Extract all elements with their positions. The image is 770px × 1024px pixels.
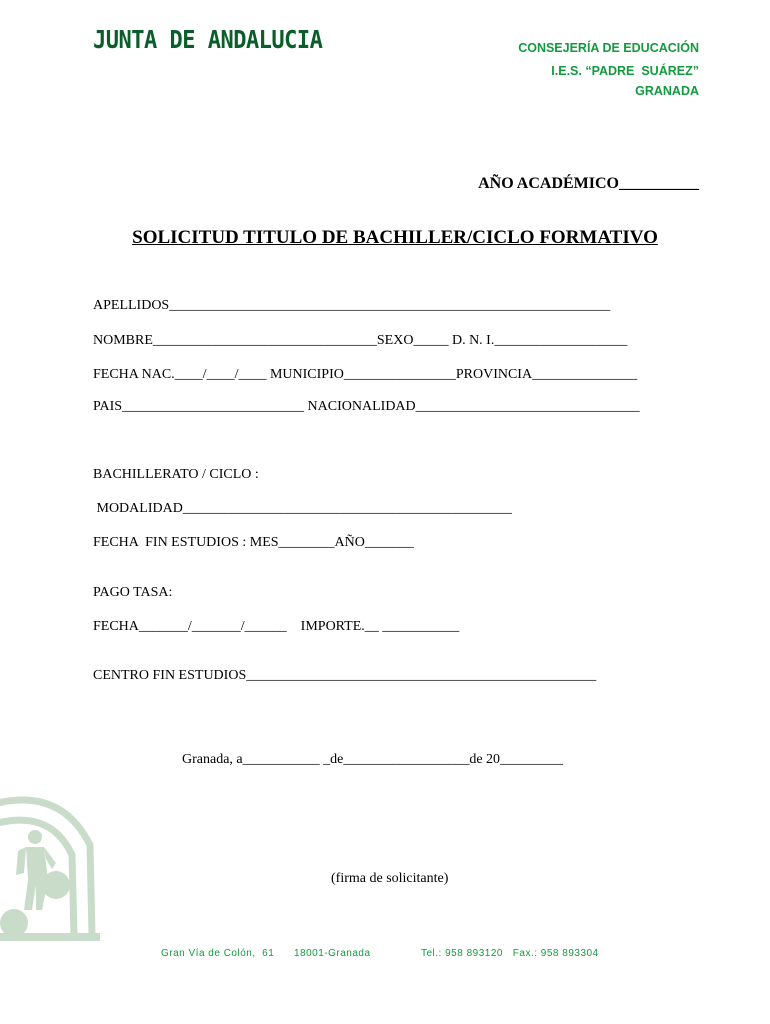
andalucia-emblem-icon — [0, 785, 100, 945]
fecha-fin-field[interactable]: FECHA FIN ESTUDIOS : MES________AÑO_______ — [93, 535, 414, 550]
date-place-line[interactable]: Granada, a___________ _de__________________de 20_________ — [182, 752, 564, 767]
pais-field[interactable]: PAIS__________________________ NACIONALIDAD________________________________ — [93, 399, 640, 414]
fecha-nac-field[interactable]: FECHA NAC.____/____/____ MUNICIPIO________________PROVINCIA_______________ — [93, 367, 638, 382]
consejeria-label: CONSEJERÍA DE EDUCACIÓN — [518, 41, 699, 55]
footer-phone-fax: Tel.: 958 893120 Fax.: 958 893304 — [421, 948, 599, 959]
academic-year: AÑO ACADÉMICO__________ — [478, 175, 699, 192]
city-name: GRANADA — [635, 84, 699, 98]
school-name: I.E.S. “PADRE SUÁREZ” — [551, 64, 699, 78]
centro-field[interactable]: CENTRO FIN ESTUDIOS__________________________________________________ — [93, 668, 597, 683]
bachillerato-label: BACHILLERATO / CICLO : — [93, 467, 259, 482]
modalidad-field[interactable]: MODALIDAD_______________________________________________ — [93, 501, 512, 516]
signature-label: (firma de solicitante) — [331, 871, 449, 886]
form-title: SOLICITUD TITULO DE BACHILLER/CICLO FORMATIVO — [132, 227, 658, 248]
junta-logo-text: JUNTA DE ANDALUCIA — [93, 26, 323, 55]
nombre-field[interactable]: NOMBRE________________________________SEXO_____ D. N. I.___________________ — [93, 333, 628, 348]
footer-address: Gran Vía de Colón, 61 — [161, 948, 275, 959]
apellidos-field[interactable]: APELLIDOS_______________________________________________________________ — [93, 298, 611, 313]
footer-postal: 18001-Granada — [294, 948, 371, 959]
pago-tasa-label: PAGO TASA: — [93, 585, 173, 600]
fecha-pago-field[interactable]: FECHA_______/_______/______ IMPORTE.__ ___________ — [93, 619, 460, 634]
